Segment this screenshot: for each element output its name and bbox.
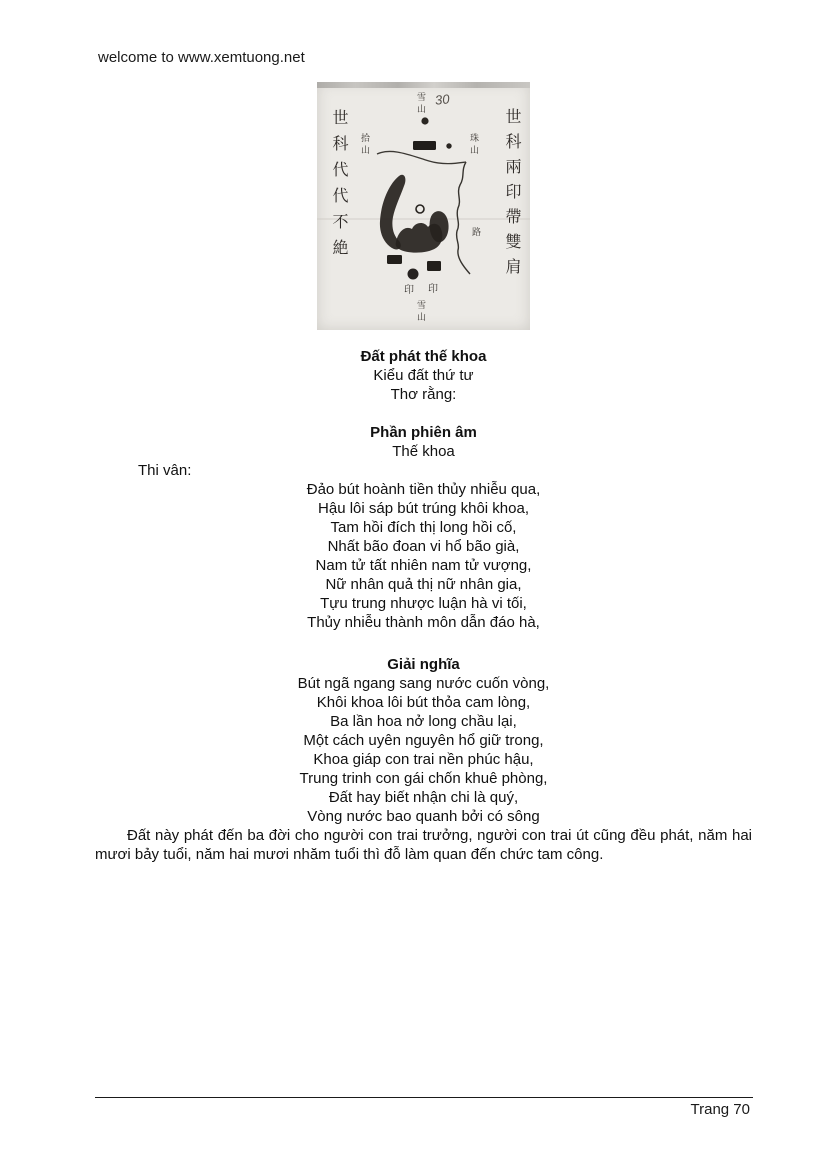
poem-line: Bút ngã ngang sang nước cuốn vòng, [297, 675, 550, 692]
poem-line: Thủy nhiễu thành môn dẫn đáo hà, [307, 614, 540, 631]
poem-line: Hậu lôi sáp bút trúng khôi khoa, [318, 500, 529, 517]
closing-paragraph: Đất này phát đến ba đời cho người con trai trưởng, người con trai út cũng đều phát, năm hai mươi bảy tuổi, năm hai mươi nhăm tuổi thì đỗ làm quan đến chức tam công. [95, 827, 752, 863]
poem-line: Vòng nước bao quanh bởi có sông [307, 808, 540, 825]
footer-rule [95, 1097, 753, 1098]
label-seal-left: 印 [404, 285, 414, 296]
label-left-mountain: 拾山 [359, 133, 369, 157]
site-header: welcome to www.xemtuong.net [98, 49, 305, 66]
river-line [457, 162, 470, 274]
page-number: Trang 70 [690, 1101, 750, 1118]
handwritten-number: 30 [434, 91, 451, 108]
left-inscription: 世科代代不絶 [330, 109, 349, 265]
poem-intro: Thi vân: [138, 462, 192, 479]
poem-line: Tam hồi đích thị long hồi cố, [330, 519, 517, 536]
main-text [95, 347, 752, 864]
scanned-map-image [317, 82, 530, 330]
label-bottom-mountain: 雪山 [415, 300, 425, 324]
poem-line: Tựu trung nhược luận hà vi tối, [320, 595, 527, 612]
seal-mark-right [427, 261, 441, 271]
ring-mark [416, 205, 424, 213]
poem-line: Khoa giáp con trai nền phúc hậu, [313, 751, 534, 768]
phien-am-heading: Phần phiên âm [370, 424, 477, 441]
poem-line: Trung trinh con gái chốn khuê phòng, [299, 770, 548, 787]
lead-in: Thơ rằng: [390, 386, 457, 403]
seal-mark-left [387, 255, 402, 264]
label-right-mountain: 珠山 [468, 133, 478, 157]
poem-line: Khôi khoa lôi bút thỏa cam lòng, [316, 694, 531, 711]
giai-nghia-heading: Giải nghĩa [387, 656, 460, 673]
poem-line: Ba lần hoa nở long chầu lại, [330, 713, 517, 730]
top-dot-mark [421, 117, 428, 124]
label-top-mountain: 雪山 [415, 92, 425, 116]
top-seal-mark [413, 141, 436, 150]
label-seal-right: 印 [428, 284, 438, 295]
poem-line: Một cách uyên nguyên hổ giữ trong, [303, 732, 544, 749]
poem-line: Nhất bão đoan vi hổ bão già, [327, 538, 520, 555]
seal-mark-round [408, 269, 419, 280]
poem-line: Đảo bút hoành tiền thủy nhiễu qua, [306, 481, 541, 498]
subtitle: Kiểu đất thứ tư [373, 367, 474, 384]
poem-line: Nữ nhân quả thị nữ nhân gia, [325, 576, 522, 593]
poem-line: Nam tử tất nhiên nam tử vượng, [315, 557, 532, 574]
right-inscription: 世科兩印帶雙肩 [503, 108, 522, 283]
label-road: 路 [472, 228, 482, 238]
page-title: Đất phát thế khoa [360, 348, 487, 365]
poem-line: Đất hay biết nhận chi là quý, [328, 789, 519, 806]
phien-am-subheading: Thế khoa [392, 443, 455, 460]
ridge-line [377, 151, 466, 163]
